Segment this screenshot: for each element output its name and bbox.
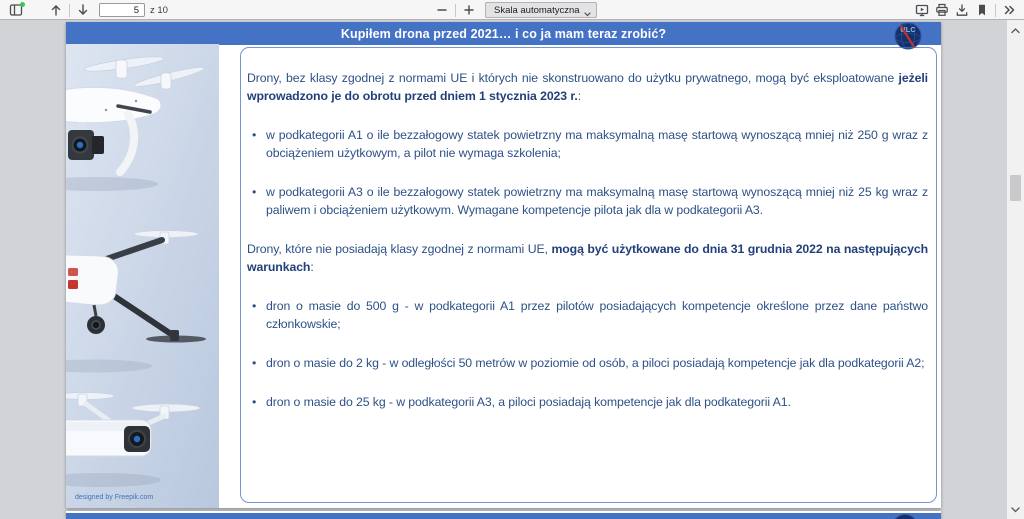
pdf-page-5[interactable] (66, 22, 941, 508)
intro2-bold: mogą być użytkowane do dnia 31 grudnia 2022 na następujących warunkach (247, 242, 928, 274)
page-number-input[interactable] (99, 3, 145, 17)
slide-header-bar (66, 22, 941, 45)
ulc-logo-text: ULC (900, 25, 916, 34)
ulc-logo-partial (892, 514, 918, 519)
bullet-text: dron o masie do 500 g - w podkategorii A1 przez pilotów posiadających kompetencje określone przez dane państwo członkowskie; (266, 299, 928, 331)
bullet-text: w podkategorii A1 o ile bezzałogowy statek powietrzny ma maksymalną masę startową wynoszącą mniej niż 250 g wraz z obciążeniem użytkowym, a pilot nie wymaga szkolenia; (266, 128, 928, 160)
zoom-scale-select[interactable] (485, 2, 597, 18)
zoom-out-button[interactable] (432, 1, 452, 19)
plus-icon (463, 4, 475, 16)
double-chevron-right-icon (1002, 3, 1016, 17)
intro-paragraph-2 (247, 240, 928, 276)
save-button[interactable] (952, 1, 972, 19)
list-item (247, 126, 928, 162)
intro-paragraph-1 (247, 69, 928, 105)
list-item (247, 354, 928, 372)
chevron-down-icon (584, 9, 591, 20)
intro1-regular: Drony, bez klasy zgodnej z normami UE i których nie skonstruowano do użytku prywatnego, mogą być eksploatowane (247, 71, 899, 85)
bookmark-button[interactable] (972, 1, 992, 19)
toolbar-divider (69, 4, 70, 17)
freepik-credit: designed by Freepik.com (75, 494, 154, 501)
pdf-toolbar (0, 0, 1024, 20)
more-tools-button[interactable] (999, 1, 1019, 19)
sidebar-notification-dot (20, 2, 25, 7)
toolbar-divider (455, 4, 456, 17)
sidebar-toggle-button[interactable] (6, 1, 26, 19)
intro1-tail: : (577, 89, 582, 103)
next-slide-header-bar (66, 513, 941, 519)
minus-icon (436, 4, 448, 16)
slide-body-text (247, 69, 928, 432)
next-page-button[interactable] (73, 1, 93, 19)
presentation-mode-icon (915, 3, 929, 17)
intro2-regular: Drony, które nie posiadają klasy zgodnej z normami UE, (247, 242, 552, 256)
pdf-viewer-area[interactable] (0, 20, 1007, 519)
chevron-up-icon (1011, 21, 1020, 39)
arrow-down-icon (76, 3, 90, 17)
drone-image-panel (66, 44, 219, 508)
vertical-scrollbar[interactable] (1007, 20, 1024, 519)
bullet-list-2 (247, 297, 928, 411)
scroll-down-button[interactable] (1007, 501, 1024, 517)
arrow-up-icon (49, 3, 63, 17)
bullet-text: dron o masie do 25 kg - w podkategorii A3, a piloci posiadają kompetencje jak dla podkategorii A1. (266, 395, 791, 409)
print-icon (935, 3, 949, 17)
previous-page-button[interactable] (46, 1, 66, 19)
slide-title: Kupiłem drona przed 2021… i co ja mam teraz zrobić? (340, 26, 667, 41)
toolbar-center-group (432, 0, 597, 20)
toolbar-left-group (6, 0, 168, 20)
drone-illustration (66, 44, 219, 508)
zoom-in-button[interactable] (459, 1, 479, 19)
bullet-text: dron o masie do 2 kg - w odległości 50 metrów w poziomie od osób, a piloci posiadają kompetencje jak dla podkategorii A2; (266, 356, 925, 370)
list-item (247, 393, 928, 411)
chevron-down-icon (1011, 500, 1020, 518)
presentation-mode-button[interactable] (912, 1, 932, 19)
bookmark-icon (975, 3, 989, 17)
intro2-tail: : (310, 260, 314, 274)
pdf-page-6-partial[interactable] (66, 511, 941, 519)
zoom-scale-value: Skala automatyczna (494, 4, 580, 16)
download-icon (955, 3, 969, 17)
list-item (247, 183, 928, 219)
toolbar-divider (995, 4, 996, 17)
scroll-up-button[interactable] (1007, 22, 1024, 38)
toolbar-right-group (912, 0, 1019, 20)
page-count-label: z 10 (150, 4, 168, 16)
bullet-list-1 (247, 126, 928, 219)
intro1-bold: jeżeli wprowadzono je do obrotu przed dniem 1 stycznia 2023 r. (247, 71, 928, 103)
list-item (247, 297, 928, 333)
scrollbar-thumb[interactable] (1010, 175, 1021, 201)
bullet-text: w podkategorii A3 o ile bezzałogowy statek powietrzny ma maksymalną masę startową wynoszącą mniej niż 25 kg wraz z paliwem i obciążeniem użytkowym. Wymagane kompetencje pilota jak dla w podkategorii A3. (266, 185, 928, 217)
print-button[interactable] (932, 1, 952, 19)
